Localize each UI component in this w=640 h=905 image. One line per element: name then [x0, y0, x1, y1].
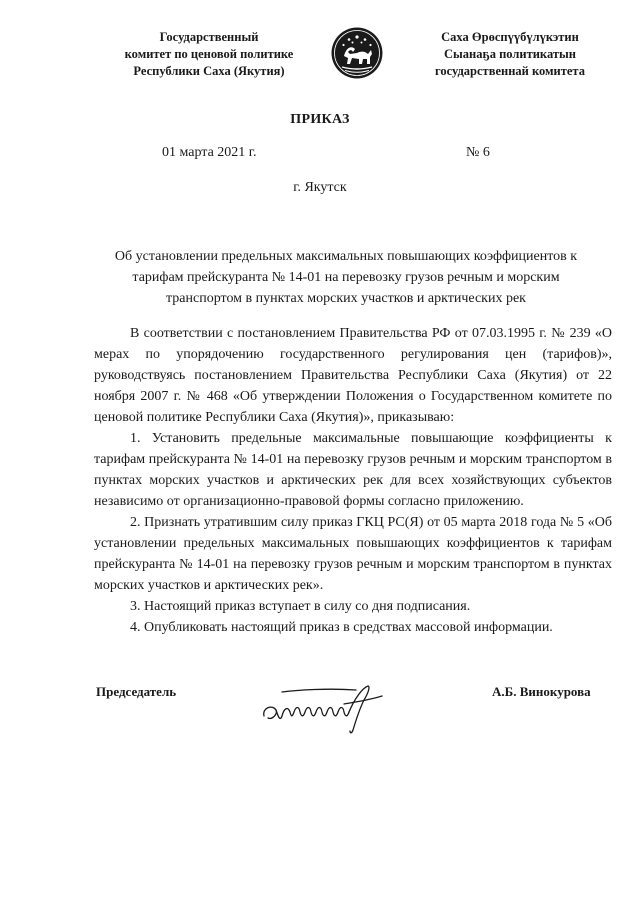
document-body — [94, 323, 612, 638]
document-number: № 6 — [466, 145, 490, 160]
header-left-line: Республики Саха (Якутия) — [133, 64, 285, 78]
handwritten-signature-icon — [258, 676, 390, 736]
header-right-line: Сыанаҕа политикатын — [444, 47, 576, 61]
signer-title: Председатель — [96, 684, 177, 699]
sakha-emblem-icon — [330, 26, 384, 80]
document-date: 01 марта 2021 г. — [162, 145, 257, 160]
body-paragraph: 1. Установить предельные максимальные повышающие коэффициенты к тарифам прейскуранта № 14-01 на перевозку грузов речным и морским транспортом в пунктах морских участков и арктических рек для всех хозяйствующих субъектов независимо от организационно-правовой формы согласно приложению. — [94, 431, 612, 509]
header-right-org — [412, 29, 608, 80]
signer-name: А.Б. Винокурова — [492, 684, 591, 699]
header-right-line: Саха Өрөспүүбүлүкэтин — [441, 30, 579, 44]
body-paragraph: В соответствии с постановлением Правительства РФ от 07.03.1995 г. № 239 «О мерах по упорядочению государственного регулирования цен (тарифов)», руководствуясь постановлением Правительства Республики Саха (Якутия) от 22 ноября 2007 г. № 468 «Об утверждении Положения о Государственном комитете по ценовой политике Республики Саха (Якутия)», приказываю: — [94, 326, 612, 425]
header-right-line: государственнай комитета — [435, 64, 585, 78]
header-left-line: Государственный — [159, 30, 259, 44]
body-paragraph: 3. Настоящий приказ вступает в силу со дня подписания. — [130, 599, 471, 614]
body-paragraph: 4. Опубликовать настоящий приказ в средствах массовой информации. — [130, 620, 553, 635]
document-city: г. Якутск — [293, 180, 347, 195]
document-subject: Об установлении предельных максимальных повышающих коэффициентов к тарифам прейскуранта № 14-01 на перевозку грузов речным и морским транспортом в пунктах морских участков и арктических рек — [114, 249, 578, 306]
body-paragraph: 2. Признать утратившим силу приказ ГКЦ РС(Я) от 05 марта 2018 года № 5 «Об установлении предельных максимальных повышающих коэффициентов к тарифам прейскуранта № 14-01 на перевозку грузов речным и морским транспортом в пунктах морских участков и арктических рек». — [94, 515, 612, 593]
document-type: ПРИКАЗ — [290, 112, 350, 127]
header-left-org — [104, 29, 314, 80]
header-left-line: комитет по ценовой политике — [124, 47, 294, 61]
